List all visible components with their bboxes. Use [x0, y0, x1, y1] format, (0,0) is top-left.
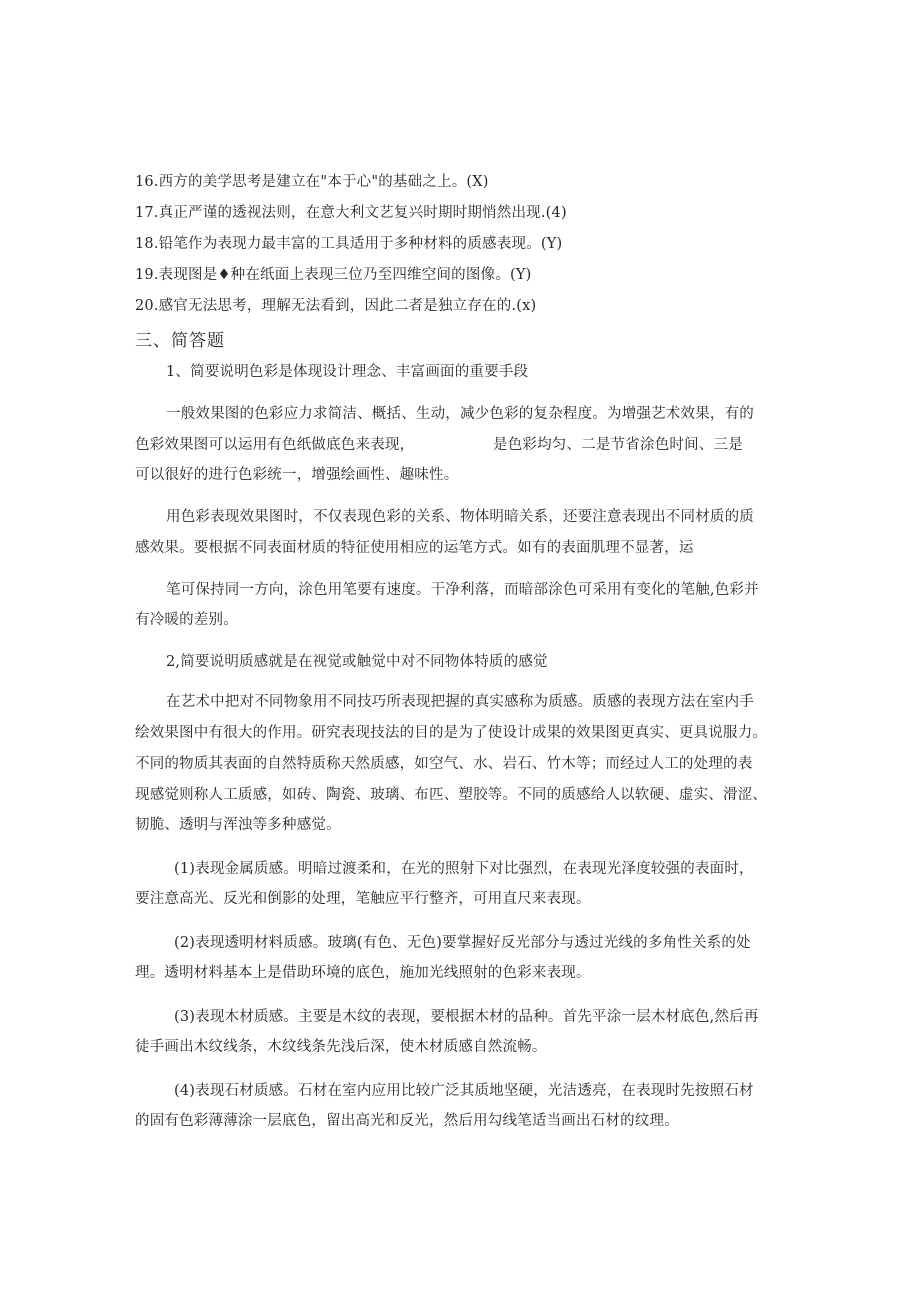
q1-p2-line: 感效果。要根据不同表面材质的特征使用相应的运笔方式。如有的表面肌理不显著，运 [135, 540, 694, 556]
q1-p1-line: 可以很好的进行色彩统一，增强绘画性、趣味性。 [135, 467, 459, 483]
q1-p2-line: 有冷暖的差别。 [135, 612, 238, 628]
q2-p1-line: 不同的物质其表面的自然特质称天然质感，如空气、水、岩石、竹木等；而经过人工的处理的表 [135, 756, 753, 772]
q2-item-2-line: 理。透明材料基本上是借助环境的底色，施加光线照射的色彩来表现。 [135, 965, 591, 981]
q2-p1-line: 在艺术中把对不同物象用不同技巧所表现把握的真实感称为质感。质感的表现方法在室内手 [166, 694, 754, 710]
q1-p2-line: 用色彩表现效果图时，不仅表现色彩的关系、物体明暗关系，还要注意表现出不同材质的质 [166, 509, 754, 525]
q2-item-4-line: (4)表现石材质感。石材在室内应用比较广泛其质地坚硬，光洁透亮，在表现时先按照石材 [174, 1083, 754, 1099]
q2-item-4-line: 的固有色彩薄薄涂一层底色，留出高光和反光，然后用勾线笔适当画出石材的纹理。 [135, 1113, 679, 1129]
q2-item-1-line: 要注意高光、反光和倒影的处理，笔触应平行整齐，可用直尺来表现。 [135, 891, 591, 907]
q2-item-3-line: (3)表现木材质感。主要是木纹的表现，要根据木材的品种。首先平涂一层木材底色,然后再 [174, 1009, 759, 1025]
q1-p2-line: 笔可保持同一方向，涂色用笔要有速度。干净利落，而暗部涂色可采用有变化的笔触,色彩并 [166, 582, 759, 598]
tf-item-20: 20.感官无法思考，理解无法看到，因此二者是独立存在的.(x) [135, 298, 537, 314]
q2-p1-line: 现感觉则称人工质感，如砖、陶瓷、玻璃、布匹、塑胶等。不同的质感给人以软硬、虚实、滑涩、 [135, 787, 768, 803]
q2-p1-line: 韧脆、透明与浑浊等多种感觉。 [135, 817, 341, 833]
q1-title: 1、简要说明色彩是体现设计理念、丰富画面的重要手段 [166, 364, 529, 380]
q2-item-2-line: (2)表现透明材料质感。玻璃(有色、无色)要掌握好反光部分与透过光线的多角性关系的处 [174, 935, 751, 951]
q2-item-1-line: (1)表现金属质感。明暗过渡柔和，在光的照射下对比强烈，在表现光泽度较强的表面时， [174, 861, 754, 877]
tf-item-19: 19.表现图是♦种在纸面上表现三位乃至四维空间的图像。(Y) [135, 267, 532, 283]
tf-item-17: 17.真正严谨的透视法则，在意大利文艺复兴时期时期悄然出现.(4) [135, 205, 567, 221]
q2-item-3-line: 徒手画出木纹线条，木纹线条先浅后深，使木材质感自然流畅。 [135, 1039, 547, 1055]
section-title: 三、简答题 [135, 331, 225, 351]
q2-p1-line: 绘效果图中有很大的作用。研究表现技法的目的是为了使设计成果的效果图更真实、更具说服力。 [135, 725, 768, 741]
tf-item-16: 16.西方的美学思考是建立在"本于心"的基础之上。(X) [135, 174, 489, 190]
q2-title: 2,简要说明质感就是在视觉或触觉中对不同物体特质的感觉 [166, 654, 548, 670]
q1-p1-line: 是色彩均匀、二是节省涂色时间、三是 [493, 437, 743, 453]
tf-item-18: 18.铅笔作为表现力最丰富的工具适用于多种材料的质感表现。(Y) [135, 236, 563, 252]
q1-p1-line: 色彩效果图可以运用有色纸做底色来表现， [135, 437, 415, 453]
q1-p1-line: 一般效果图的色彩应力求简洁、概括、生动，减少色彩的复杂程度。为增强艺术效果，有的 [166, 406, 754, 422]
